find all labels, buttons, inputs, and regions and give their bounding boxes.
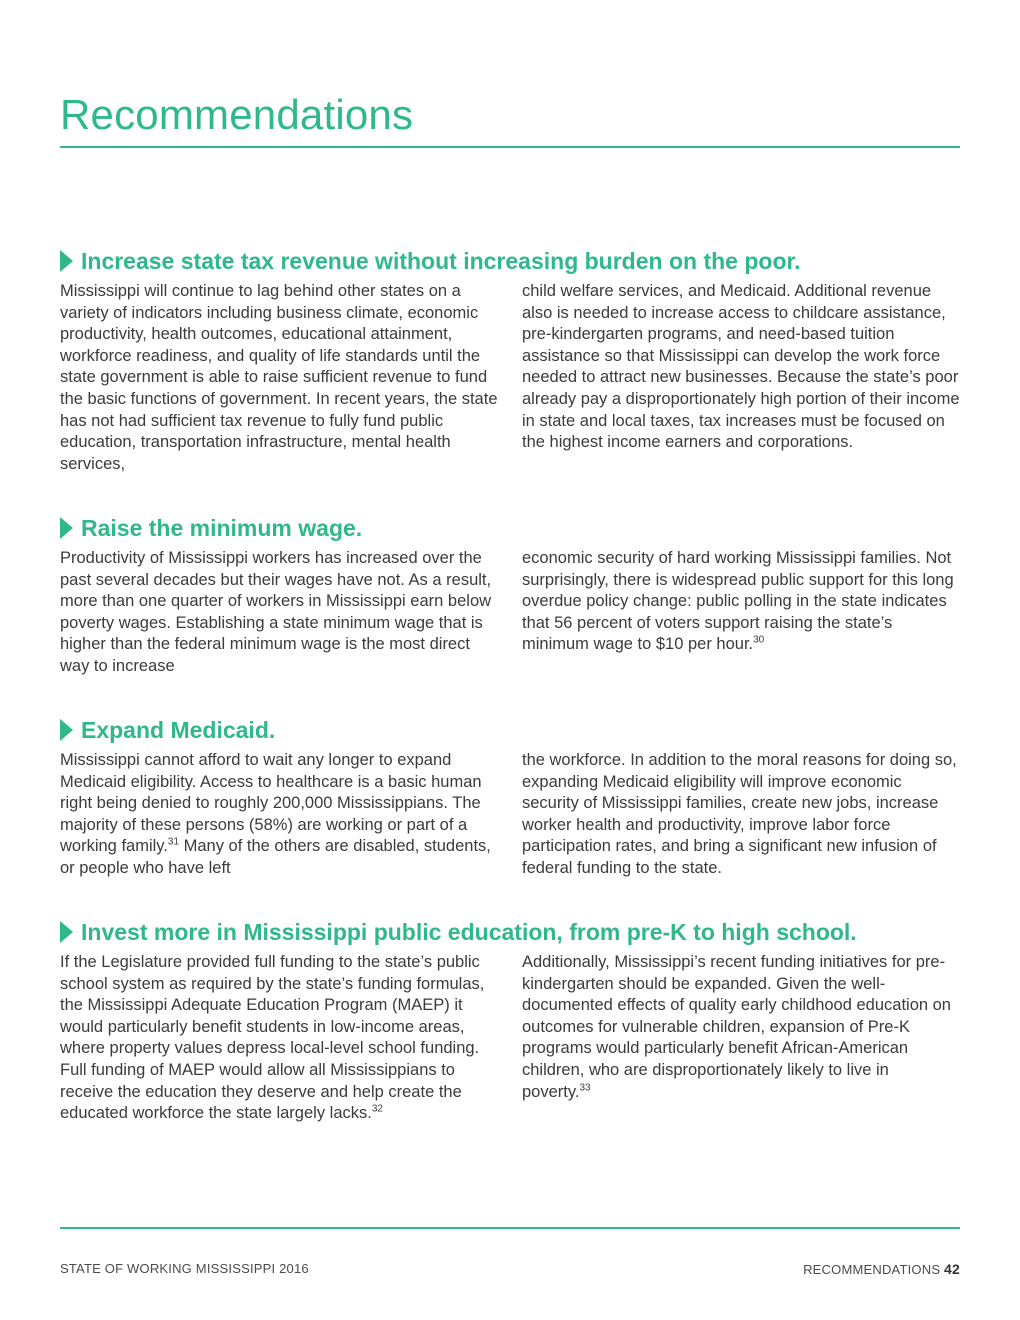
arrow-bullet-icon xyxy=(60,921,73,943)
arrow-bullet-icon xyxy=(60,517,73,539)
section-public-education xyxy=(60,918,960,1125)
footer-publication-title: STATE OF WORKING MISSISSIPPI 2016 xyxy=(60,1261,309,1276)
title-divider xyxy=(60,146,960,148)
section-tax-revenue xyxy=(60,247,960,475)
right-column-text xyxy=(522,952,960,1125)
footer-section-name: RECOMMENDATIONS xyxy=(803,1262,941,1277)
right-column-text: child welfare services, and Medicaid. Additional revenue also is needed to increase access to childcare assistance, pre-kindergarten programs, and need-based tuition assistance so that Mississippi can develop the work force needed to attract new businesses. Because the state’s poor already pay a disproportionately high portion of their income in state and local taxes, tax increases must be focused on the highest income earners and corporations. xyxy=(522,282,960,452)
page-number: 42 xyxy=(944,1261,960,1277)
footnote-ref: 32 xyxy=(371,1103,383,1115)
footer-divider xyxy=(60,1227,960,1229)
left-column-text: Mississippi will continue to lag behind other states on a variety of indicators including business climate, economic productivity, health outcomes, educational attainment, workforce readiness, and quality of life standards until the state government is able to raise sufficient revenue to fund the basic functions of government. In recent years, the state has not had sufficient tax revenue to fully fund public education, transportation infrastructure, mental health services, xyxy=(60,282,498,473)
paragraph-text: If the Legislature provided full funding to the state’s public school system as required by the state’s funding formulas, the Mississippi Adequate Education Program (MAEP) it would particularly benefit students in low-income areas, where property values depress local-level school funding. Full funding of MAEP would allow all Mississippians to receive the education they deserve and help create the educated workforce the state largely lacks. xyxy=(60,953,485,1123)
section-heading xyxy=(60,514,960,542)
section-heading xyxy=(60,918,960,946)
section-minimum-wage xyxy=(60,514,960,678)
footer-page-info xyxy=(803,1261,960,1277)
right-column-text: the workforce. In addition to the moral reasons for doing so, expanding Medicaid eligibility will improve economic security of Mississippi families, create new jobs, increase worker health and productivity, improve labor force participation rates, and bring a significant new infusion of federal funding to the state. xyxy=(522,751,957,877)
footnote-ref: 33 xyxy=(579,1082,591,1094)
left-column-text xyxy=(60,952,498,1125)
paragraph-text: economic security of hard working Mississippi families. Not surprisingly, there is widespread public support for this long overdue policy change: public polling in the state indicates that 56 percent of voters support raising the state’s minimum wage to $10 per hour. xyxy=(522,549,954,654)
footnote-ref: 31 xyxy=(167,836,180,848)
section-heading-text: Expand Medicaid. xyxy=(81,717,276,743)
arrow-bullet-icon xyxy=(60,719,73,741)
arrow-bullet-icon xyxy=(60,250,73,272)
section-heading-text: Invest more in Mississippi public education, from pre-K to high school. xyxy=(81,919,857,945)
right-column-text xyxy=(522,548,960,678)
section-heading-text: Increase state tax revenue without increasing burden on the poor. xyxy=(81,248,801,274)
left-column-text: Productivity of Mississippi workers has increased over the past several decades but their wages have not. As a result, more than one quarter of workers in Mississippi earn below poverty wages. Establishing a state minimum wage that is higher than the federal minimum wage is the most direct way to increase xyxy=(60,549,492,675)
paragraph-text: Mississippi cannot afford to wait any longer to expand Medicaid eligibility. Access to healthcare is a basic human right being denied to roughly 200,000 Mississippians. The majority of these persons (58%) are working or part of a working family. xyxy=(60,751,482,856)
left-column-text xyxy=(60,750,498,880)
section-heading xyxy=(60,716,960,744)
section-medicaid xyxy=(60,716,960,880)
section-heading-text: Raise the minimum wage. xyxy=(81,515,363,541)
paragraph-text: Additionally, Mississippi’s recent funding initiatives for pre-kindergarten should be expanded. Given the well-documented effects of quality early childhood education on outcomes for vulnerable children, expansion of Pre-K programs would particularly benefit African-American children, who are disproportionately likely to live in poverty. xyxy=(522,953,951,1101)
footnote-ref: 30 xyxy=(753,634,765,646)
paragraph-text-continued: Many of the others are disabled, students, or people who have left xyxy=(60,837,491,877)
page-title: Recommendations xyxy=(60,91,414,138)
section-heading xyxy=(60,247,960,275)
